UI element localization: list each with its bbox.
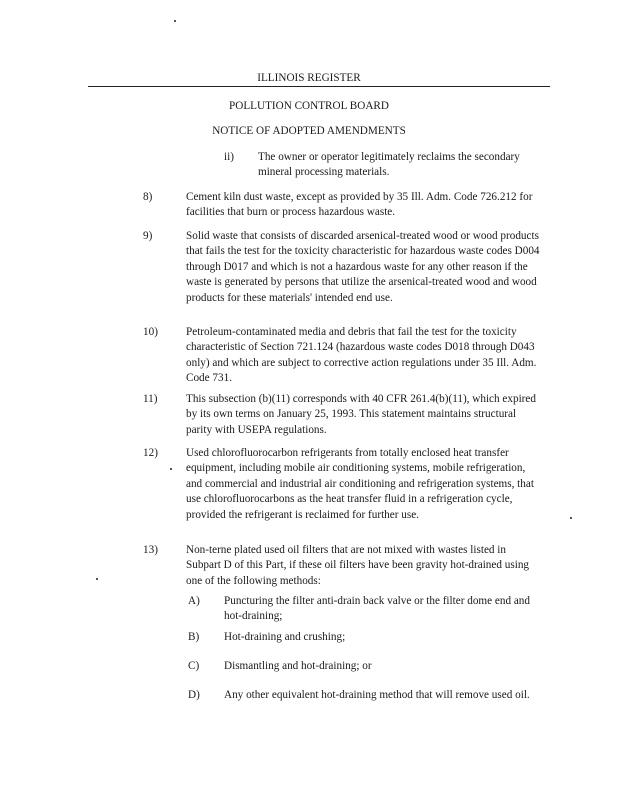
header-rule [88,86,550,87]
subitem-text: Any other equivalent hot-draining method that will remove used oil. [224,689,530,701]
subitem-label: B) [188,631,200,643]
item-text: This subsection (b)(11) corresponds with 40 CFR 261.4(b)(11), which expired by its own terms on January 25, 1993. This statement maintains structural parity with USEPA regulations. [186,393,536,436]
item-text: Cement kiln dust waste, except as provided by 35 Ill. Adm. Code 726.212 for facilities that burn or process hazardous waste. [186,191,533,219]
item-text: Used chlorofluorocarbon refrigerants from totally enclosed heat transfer equipment, including mobile air conditioning systems, mobile refrigeration, and commercial and industrial air conditioning and refrigeration systems, that use chlorofluorocarbons as the heat transfer fluid in a refrigeration cycle, provided the refrigerant is reclaimed for further use. [186,447,534,521]
subitem-text: Hot-draining and crushing; [224,631,346,643]
item-number: 11) [143,393,158,405]
board-title: POLLUTION CONTROL BOARD [229,100,389,112]
continuation-text: The owner or operator legitimately reclaims the secondary mineral processing materials. [258,151,520,179]
item-text: Petroleum-contaminated media and debris that fail the test for the toxicity characteristic of Section 721.124 (hazardous waste codes D018 through D043 only) and which are subject to corrective action regulations under 35 Ill. Adm. Code 731. [186,326,537,385]
register-title: ILLINOIS REGISTER [257,72,361,84]
notice-title: NOTICE OF ADOPTED AMENDMENTS [212,125,406,137]
item-text: Solid waste that consists of discarded arsenical-treated wood or wood products that fails the test for the toxicity characteristic for hazardous waste codes D004 through D017 and which is not a hazardous waste for any other reason if the waste is generated by persons that utilize the arsenical-treated wood and wood products for these materials' intended end use. [186,230,540,304]
subitem-label: D) [188,689,200,701]
item-number: 13) [143,544,158,556]
subitem-text: Puncturing the filter anti-drain back valve or the filter dome end and hot-draining; [224,595,530,623]
continuation-label: ii) [224,151,234,163]
scan-speck [170,468,172,470]
scan-speck [570,517,572,519]
item-text: Non-terne plated used oil filters that are not mixed with wastes listed in Subpart D of this Part, if these oil filters have been gravity hot-drained using one of the following methods: [186,544,530,587]
subitem-label: C) [188,660,200,672]
subitem-text: Dismantling and hot-draining; or [224,660,372,672]
scan-speck [174,20,176,22]
item-number: 10) [143,326,158,338]
subitem-label: A) [188,595,200,607]
item-number: 12) [143,447,158,459]
scan-speck [96,578,98,580]
item-number: 9) [143,230,153,242]
item-number: 8) [143,191,153,203]
